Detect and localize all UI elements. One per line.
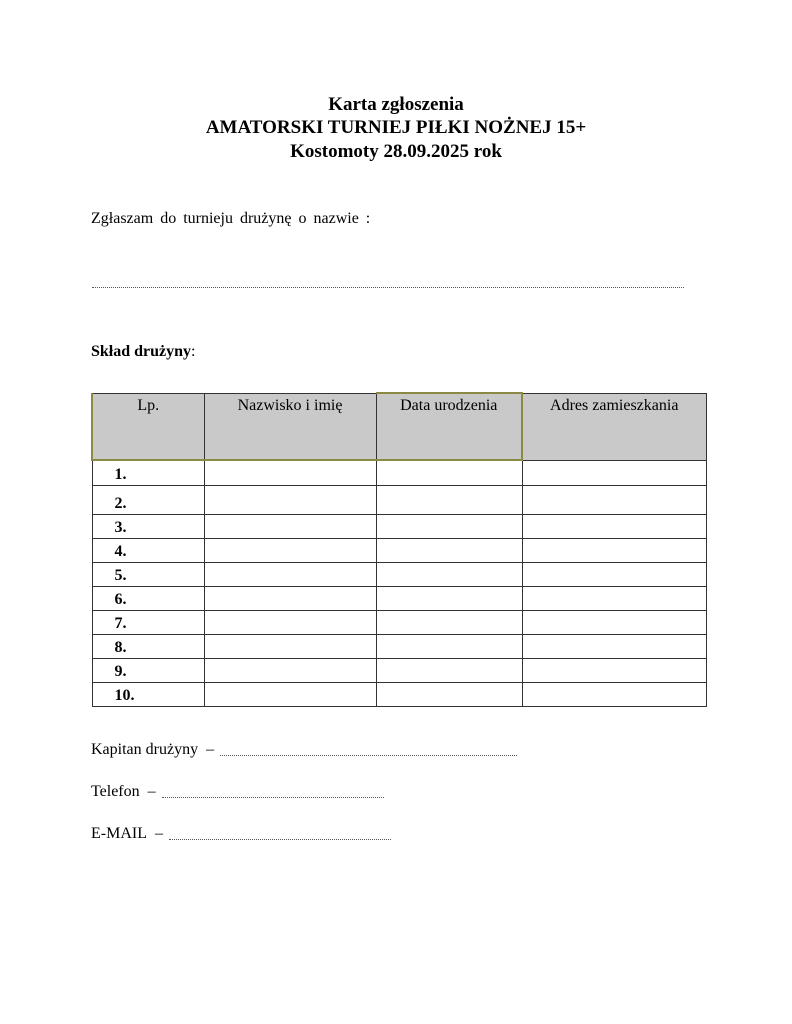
row-number: 3. — [92, 515, 204, 539]
address-cell[interactable] — [522, 659, 706, 683]
tournament-name: AMATORSKI TURNIEJ PIŁKI NOŻNEJ 15+ — [205, 117, 587, 138]
birthdate-cell[interactable] — [376, 587, 522, 611]
col-header-lp: Lp. — [92, 393, 204, 460]
name-cell[interactable] — [204, 563, 376, 587]
captain-label: Kapitan drużyny — [91, 741, 199, 758]
birthdate-cell[interactable] — [376, 515, 522, 539]
col-header-birthdate: Data urodzenia — [376, 393, 522, 460]
tournament-place-date: Kostomoty 28.09.2025 rok — [290, 141, 502, 162]
captain-field[interactable] — [220, 755, 517, 756]
table-row — [92, 563, 706, 587]
table-row — [92, 486, 706, 515]
team-roster-heading — [91, 343, 196, 361]
form-title: Karta zgłoszenia — [328, 94, 464, 115]
birthdate-cell[interactable] — [376, 486, 522, 515]
birthdate-cell[interactable] — [376, 659, 522, 683]
email-row — [91, 825, 391, 843]
phone-label: Telefon — [91, 783, 140, 800]
address-cell[interactable] — [522, 515, 706, 539]
captain-dash: – — [206, 741, 215, 758]
team-roster-colon: : — [191, 343, 196, 360]
name-cell[interactable] — [204, 486, 376, 515]
row-number: 10. — [92, 683, 204, 707]
row-number: 5. — [92, 563, 204, 587]
row-number: 8. — [92, 635, 204, 659]
row-number: 1. — [92, 460, 204, 486]
address-cell[interactable] — [522, 587, 706, 611]
roster-table — [91, 392, 707, 707]
roster-header-row — [92, 393, 706, 460]
captain-row — [91, 741, 517, 759]
col-header-address: Adres zamieszkania — [522, 393, 706, 460]
table-row — [92, 539, 706, 563]
table-row — [92, 635, 706, 659]
birthdate-cell[interactable] — [376, 635, 522, 659]
team-roster-label: Skład drużyny — [91, 343, 192, 360]
phone-dash: – — [147, 783, 156, 800]
address-cell[interactable] — [522, 486, 706, 515]
address-cell[interactable] — [522, 611, 706, 635]
address-cell[interactable] — [522, 539, 706, 563]
address-cell[interactable] — [522, 683, 706, 707]
email-label: E-MAIL — [91, 825, 147, 842]
row-number: 9. — [92, 659, 204, 683]
table-row — [92, 683, 706, 707]
table-row — [92, 659, 706, 683]
name-cell[interactable] — [204, 460, 376, 486]
birthdate-cell[interactable] — [376, 539, 522, 563]
address-cell[interactable] — [522, 635, 706, 659]
name-cell[interactable] — [204, 611, 376, 635]
address-cell[interactable] — [522, 563, 706, 587]
name-cell[interactable] — [204, 683, 376, 707]
name-cell[interactable] — [204, 587, 376, 611]
row-number: 2. — [92, 486, 204, 515]
col-header-name: Nazwisko i imię — [204, 393, 376, 460]
birthdate-cell[interactable] — [376, 683, 522, 707]
table-row — [92, 587, 706, 611]
name-cell[interactable] — [204, 515, 376, 539]
phone-field[interactable] — [162, 797, 384, 798]
table-row — [92, 515, 706, 539]
phone-row — [91, 783, 384, 801]
email-dash: – — [154, 825, 163, 842]
birthdate-cell[interactable] — [376, 563, 522, 587]
row-number: 6. — [92, 587, 204, 611]
birthdate-cell[interactable] — [376, 460, 522, 486]
team-name-field[interactable] — [92, 287, 684, 288]
name-cell[interactable] — [204, 659, 376, 683]
row-number: 7. — [92, 611, 204, 635]
row-number: 4. — [92, 539, 204, 563]
email-field[interactable] — [169, 839, 391, 840]
team-name-prompt: Zgłaszam do turnieju drużynę o nazwie : — [91, 210, 371, 227]
address-cell[interactable] — [522, 460, 706, 486]
table-row — [92, 611, 706, 635]
name-cell[interactable] — [204, 539, 376, 563]
table-row — [92, 460, 706, 486]
birthdate-cell[interactable] — [376, 611, 522, 635]
name-cell[interactable] — [204, 635, 376, 659]
